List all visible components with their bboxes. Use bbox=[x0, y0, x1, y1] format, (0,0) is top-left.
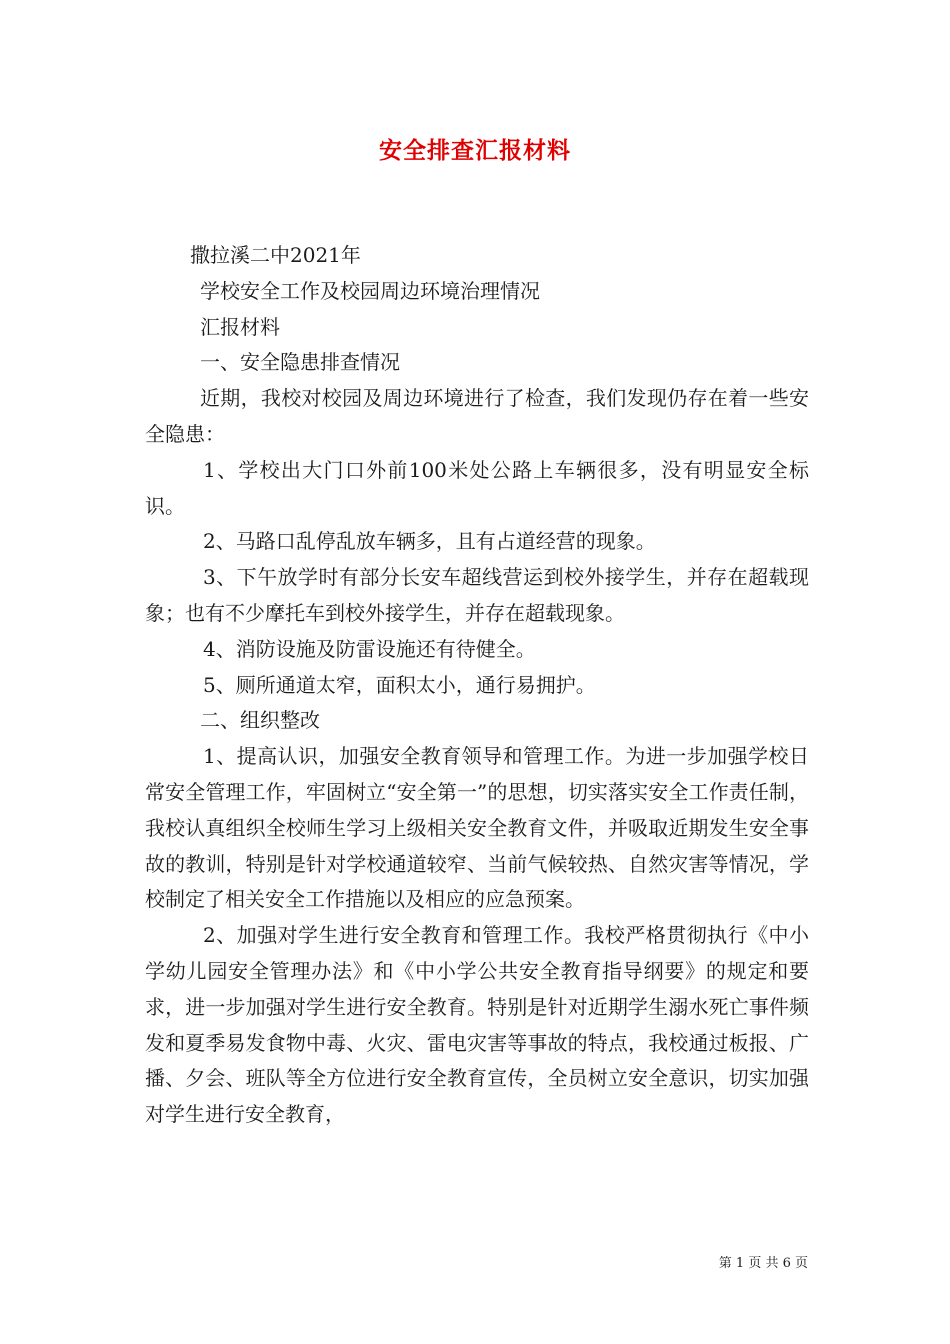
hazard-item-2: 2、马路口乱停乱放车辆多，且有占道经营的现象。 bbox=[203, 529, 656, 554]
hazard-item-3: 3、下午放学时有部分长安车超线营运到校外接学生，并存在超载现象；也有不少摩托车到校外接学生，并存在超载现象。 bbox=[145, 565, 809, 625]
section-heading-2: 二、组织整改 bbox=[200, 708, 320, 733]
page-number-footer: 第 1 页 共 6 页 bbox=[718, 1256, 808, 1271]
paragraph-intro: 近期，我校对校园及周边环境进行了检查，我们发现仍存在着一些安全隐患： bbox=[145, 386, 809, 446]
hazard-item-5: 5、厕所通道太窄，面积太小，通行易拥护。 bbox=[203, 672, 596, 697]
hazard-item-4: 4、消防设施及防雷设施还有待健全。 bbox=[203, 636, 536, 661]
section-heading-1: 一、安全隐患排查情况 bbox=[200, 350, 400, 375]
hazard-item-1: 1、学校出大门口外前100米处公路上车辆很多，没有明显安全标识。 bbox=[145, 457, 809, 518]
rectification-item-2: 2、加强对学生进行安全教育和管理工作。我校严格贯彻执行《中小学幼儿园安全管理办法》和《中小学公共安全教育指导纲要》的规定和要求，进一步加强对学生进行安全教育。特别是针对近期学生溺水死亡事件频发和夏季易发食物中毒、火灾、雷电灾害等事故的特点，我校通过板报、广播、夕会、班队等全方位进行安全教育宣传，全员树立安全意识，切实加强对学生进行安全教育， bbox=[145, 923, 809, 1127]
report-subject-line: 学校安全工作及校园周边环境治理情况 bbox=[200, 278, 540, 303]
school-name-line: 撒拉溪二中2021年 bbox=[190, 243, 361, 267]
document-body bbox=[145, 238, 809, 1133]
report-type-line: 汇报材料 bbox=[200, 314, 280, 339]
document-title: 安全排查汇报材料 bbox=[379, 137, 571, 164]
rectification-item-1: 1、提高认识，加强安全教育领导和管理工作。为进一步加强学校日常安全管理工作，牢固树立“安全第一”的思想，切实落实安全工作责任制，我校认真组织全校师生学习上级相关安全教育文件，并吸取近期发生安全事故的教训，特别是针对学校通道较窄、当前气候较热、自然灾害等情况，学校制定了相关安全工作措施以及相应的应急预案。 bbox=[145, 744, 809, 912]
